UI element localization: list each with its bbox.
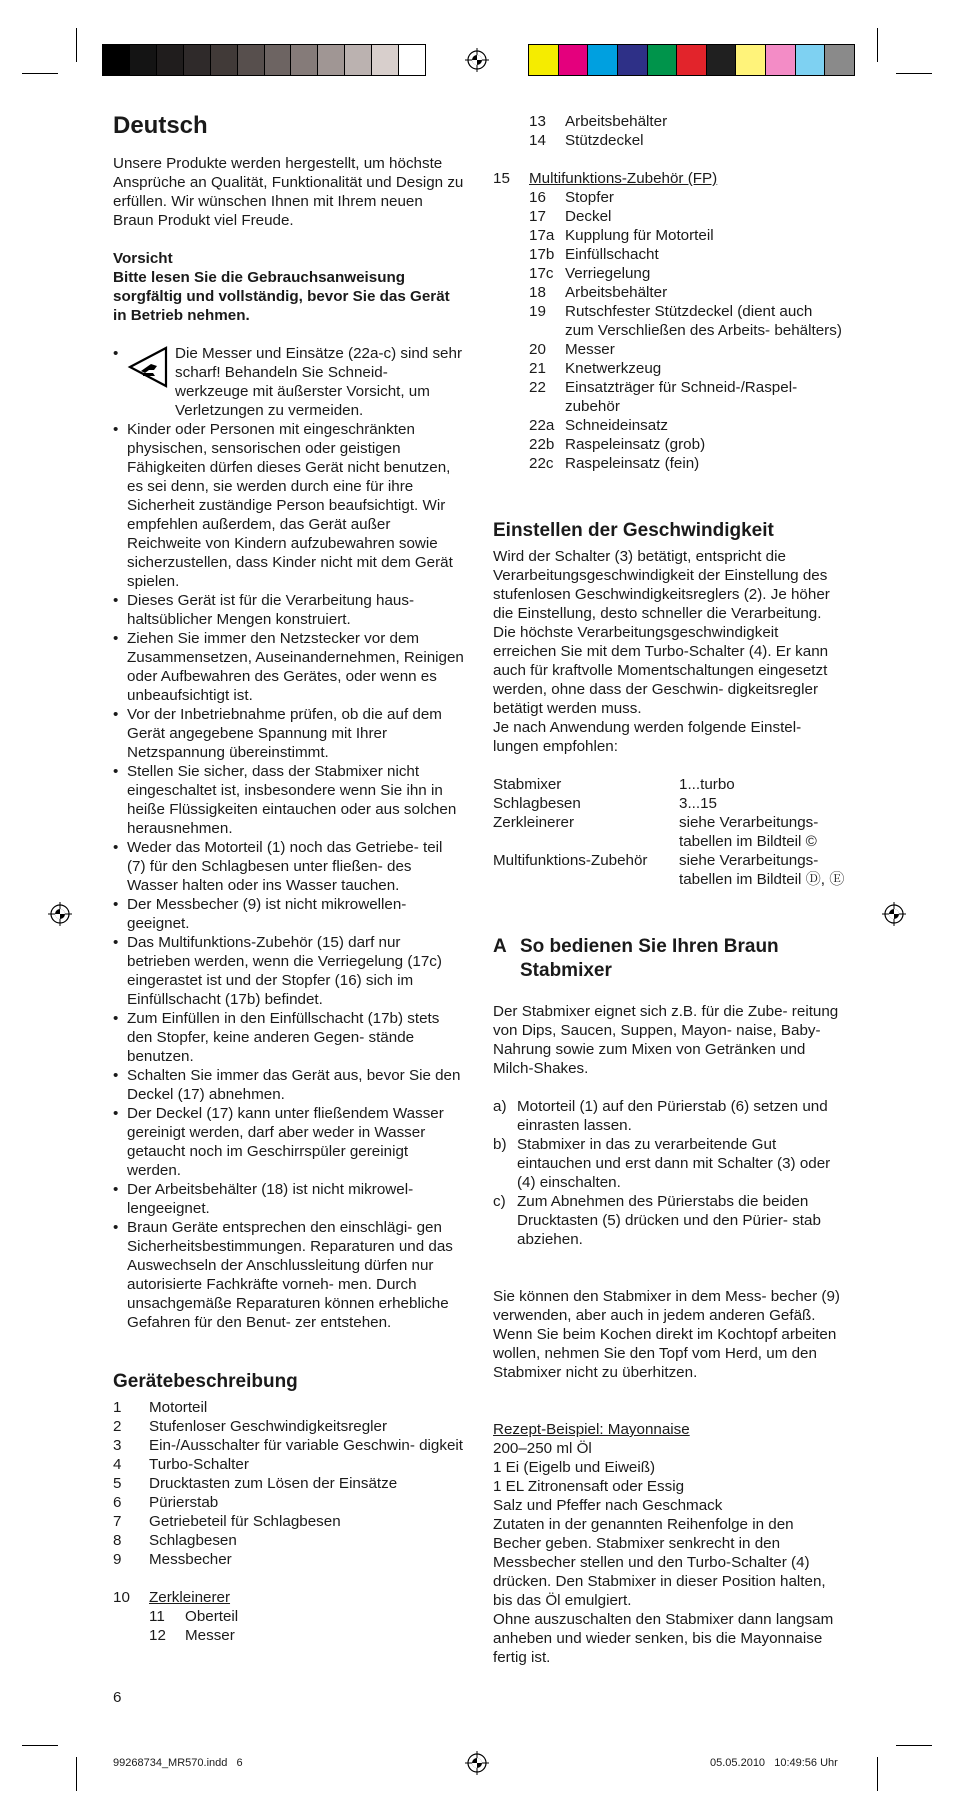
list-item: • Ziehen Sie immer den Netzstecker vor dem Zusammensetzen, Auseinandernehmen, Reinigen oder Aufbewahren des Gerätes, oder wenn es unbeaufsichtigt ist.: [113, 629, 465, 705]
item-label: Stützdeckel: [565, 132, 644, 149]
calibration-swatch: [618, 45, 648, 75]
item-label: Einsatzträger für Schneid-/Raspel- zubehör: [565, 379, 798, 415]
chopper-label: Zerkleinerer: [149, 1589, 231, 1606]
list-item: [529, 283, 845, 302]
speed-paragraph: Wird der Schalter (3) betätigt, entspricht die Verarbeitungsgeschwindigkeit der Einstellung des stufenlosen Geschwindigkeitsreglers (2). Je höher die Einstellung, desto schneller die Verarbeitung.: [493, 548, 830, 622]
ingredient-line: 1 Ei (Eigelb und Eiweiß): [493, 1459, 656, 1476]
item-label: Schneideinsatz: [565, 417, 669, 434]
list-item: [113, 1550, 465, 1569]
item-number: 18: [529, 284, 546, 301]
list-item: • Der Messbecher (9) ist nicht mikrowellen- geeignet.: [113, 895, 465, 933]
item-label: Turbo-Schalter: [149, 1456, 249, 1473]
chopper-parts-list-continued: [493, 112, 845, 150]
list-item: [493, 1135, 845, 1192]
item-number: 9: [113, 1551, 122, 1568]
registration-mark-icon: [882, 902, 906, 926]
safety-bullets: [113, 420, 465, 1332]
calibration-swatch: [736, 45, 766, 75]
item-number: 21: [529, 360, 546, 377]
chopper-parts-list: [113, 1607, 465, 1645]
item-label: Rutschfester Stützdeckel (dient auch zum Verschließen des Arbeits- behälters): [565, 303, 842, 339]
calibration-swatch: [766, 45, 796, 75]
left-column: [113, 112, 465, 1645]
list-item: [529, 188, 845, 207]
list-item: [493, 1192, 845, 1249]
recipe-instructions: Zutaten in der genannten Reihenfolge in den Becher geben. Stabmixer senkrecht in den Messbecher stellen und den Turbo-Schalter (4) drücken. Den Stabmixer in dieser Position halten, bis das Öl emulgiert.: [493, 1516, 826, 1609]
list-item: [529, 416, 845, 435]
sharp-blade-warning-icon: [127, 346, 169, 388]
speed-settings-table: [493, 775, 845, 889]
section-title-speed: Einstellen der Geschwindigkeit: [493, 520, 774, 541]
grayscale-calibration-strip: [102, 44, 426, 76]
list-item: • Dieses Gerät ist für die Verarbeitung haus- haltsüblicher Mengen konstruiert.: [113, 591, 465, 629]
calibration-swatch: [529, 45, 559, 75]
list-item: [113, 344, 465, 420]
step-letter: a): [493, 1098, 507, 1115]
list-item: [113, 1455, 465, 1474]
list-item: • Zum Einfüllen in den Einfüllschacht (17b) stets den Stopfer, keine anderen Gegen- stände benutzen.: [113, 1009, 465, 1066]
list-item: • Stellen Sie sicher, dass der Stabmixer nicht eingeschaltet ist, insbesondere wenn Sie ihn in heiße Flüssigkeiten eintauchen oder aus solchen herausnehmen.: [113, 762, 465, 838]
operation-intro: Der Stabmixer eignet sich z.B. für die Zube- reitung von Dips, Saucen, Suppen, Mayon- naise, Baby-Nahrung sowie zum Mixen von Getränken und Milch-Shakes.: [493, 1003, 839, 1077]
item-number: 22b: [529, 436, 555, 453]
list-item: • Schalten Sie immer das Gerät aus, bevor Sie den Deckel (17) abnehmen.: [113, 1066, 465, 1104]
calibration-swatch: [677, 45, 707, 75]
list-item: [149, 1607, 465, 1626]
item-number: 22a: [529, 417, 555, 434]
list-item: [493, 1097, 845, 1135]
list-item: [529, 359, 845, 378]
item-label: Verriegelung: [565, 265, 651, 282]
item-number: 2: [113, 1418, 122, 1435]
list-item: • Der Arbeitsbehälter (18) ist nicht mikrowel- lengeeignet.: [113, 1180, 465, 1218]
item-label: Pürierstab: [149, 1494, 219, 1511]
item-number: 22c: [529, 455, 554, 472]
calibration-swatch: [588, 45, 618, 75]
recipe-title: Rezept-Beispiel: Mayonnaise: [493, 1421, 690, 1438]
list-item: [529, 112, 845, 131]
step-letter: c): [493, 1193, 506, 1210]
recipe-instructions: Ohne auszuschalten den Stabmixer dann langsam anheben und wieder senken, bis die Mayonnaise fertig ist.: [493, 1611, 834, 1666]
device-parts-list: [113, 1398, 465, 1569]
item-number: 11: [149, 1608, 165, 1625]
item-number: 3: [113, 1437, 122, 1454]
item-number: 19: [529, 303, 546, 320]
item-number: 6: [113, 1494, 122, 1511]
item-label: Stufenloser Geschwindigkeitsregler: [149, 1418, 388, 1435]
step-text: Stabmixer in das zu verarbeitende Gut eintauchen und erst dann mit Schalter (3) oder (4) einschalten.: [517, 1136, 831, 1191]
registration-mark-icon: [465, 48, 489, 72]
list-item: • Vor der Inbetriebnahme prüfen, ob die auf dem Gerät angegebene Spannung mit Ihrer Netzspannung übereinstimmt.: [113, 705, 465, 762]
item-label: Arbeitsbehälter: [565, 284, 668, 301]
list-item: [113, 1531, 465, 1550]
calibration-swatch: [318, 45, 345, 75]
calibration-swatch: [103, 45, 130, 75]
footer-timestamp: 05.05.2010 10:49:56 Uhr: [710, 1757, 838, 1769]
list-item: • Der Deckel (17) kann unter fließendem Wasser gereinigt werden, darf aber weder in Wasser getaucht noch im Geschirrspüler gereinigt werden.: [113, 1104, 465, 1180]
table-row: [493, 851, 845, 889]
item-number: 13: [529, 113, 546, 130]
item-number: 12: [149, 1627, 166, 1644]
calibration-swatch: [291, 45, 318, 75]
item-number: 5: [113, 1475, 122, 1492]
intro-paragraph: Unsere Produkte werden hergestellt, um höchste Ansprüche an Qualität, Funktionalität und Design zu erfüllen. Wir wünschen Ihnen mit Ihrem neuen Braun Produkt viel Freude.: [113, 155, 464, 229]
multifunction-accessory-label: Multifunktions-Zubehör (FP): [529, 170, 718, 187]
list-item: [529, 226, 845, 245]
caution-heading: Vorsicht: [113, 250, 173, 267]
item-number: 17: [529, 208, 546, 225]
item-number: 7: [113, 1513, 122, 1530]
registration-mark-icon: [465, 1751, 489, 1775]
ingredient-line: 200–250 ml Öl: [493, 1440, 592, 1457]
color-calibration-strip: [528, 44, 855, 76]
section-title-operation: A So bedienen Sie Ihren Braun Stabmixer: [493, 936, 779, 981]
list-item: • Weder das Motorteil (1) noch das Getriebe- teil (7) für den Schlagbesen unter fließen- des Wasser halten oder ins Wasser tauchen.: [113, 838, 465, 895]
right-column: [493, 112, 845, 1667]
item-label: Knetwerkzeug: [565, 360, 662, 377]
list-item: [113, 1493, 465, 1512]
page-number: 6: [113, 1689, 122, 1706]
item-number: 1: [113, 1399, 122, 1416]
setting-tool: Multifunktions-Zubehör: [493, 852, 648, 869]
list-item: • Braun Geräte entsprechen den einschlägi- gen Sicherheitsbestimmungen. Reparaturen und das Auswechseln der Anschlussleitung dürfen nur autorisierte Fachkräfte vorneh- men. Durch unsachgemäße Reparaturen können erhebliche Gefahren für den Benut- zer entstehen.: [113, 1218, 465, 1332]
ingredient-line: 1 EL Zitronensaft oder Essig: [493, 1478, 685, 1495]
list-item: [529, 245, 845, 264]
step-text: Motorteil (1) auf den Pürierstab (6) setzen und einrasten lassen.: [517, 1098, 828, 1134]
calibration-swatch: [130, 45, 157, 75]
table-row: [493, 813, 845, 851]
item-label: Ein-/Ausschalter für variable Geschwin- digkeit: [149, 1437, 464, 1454]
list-item: 10 Zerkleinerer: [113, 1588, 465, 1607]
list-item: • Das Multifunktions-Zubehör (15) darf nur betrieben werden, wenn die Verriegelung (17c) eingerastet ist und der Stopfer (16) sich im Einfüllschacht (17b) befindet.: [113, 933, 465, 1009]
item-label: Schlagbesen: [149, 1532, 237, 1549]
item-label: Motorteil: [149, 1399, 208, 1416]
step-letter: b): [493, 1136, 507, 1153]
calibration-swatch: [559, 45, 589, 75]
list-item: [113, 1398, 465, 1417]
calibration-swatch: [157, 45, 184, 75]
list-item: [529, 454, 845, 473]
calibration-swatch: [211, 45, 238, 75]
list-item: [529, 207, 845, 226]
list-item: • Kinder oder Personen mit eingeschränkten physischen, sensorischen oder geistigen Fähigkeiten dürfen dieses Gerät nicht benutzen, es sei denn, sie werden durch eine für ihre Sicherheit zuständige Person beaufsichtigt. Wir empfehlen außerdem, das Gerät außer Reichweite von Kindern aufzubewahren sowie sicherzustellen, dass Kinder nicht mit dem Gerät spielen.: [113, 420, 465, 591]
item-label: Einfüllschacht: [565, 246, 659, 263]
multifunction-parts-list: [493, 188, 845, 473]
section-title-device-description: Gerätebeschreibung: [113, 1371, 298, 1392]
list-item: [529, 264, 845, 283]
calibration-swatch: [796, 45, 826, 75]
setting-value: 1...turbo: [679, 776, 735, 793]
calibration-swatch: [648, 45, 678, 75]
beaker-paragraph: Sie können den Stabmixer in dem Mess- becher (9) verwenden, aber auch in jedem anderen Gefäß. Wenn Sie beim Kochen direkt im Kochtopf arbeiten wollen, nehmen Sie den Topf vom Herd, um den Stabmixer nicht zu überhitzen.: [493, 1288, 840, 1381]
setting-tool: Stabmixer: [493, 776, 562, 793]
table-row: [493, 794, 845, 813]
setting-value: siehe Verarbeitungs- tabellen im Bildteil ©: [679, 814, 819, 850]
calibration-swatch: [825, 45, 854, 75]
speed-paragraph: Je nach Anwendung werden folgende Einstel- lungen empfohlen:: [493, 719, 802, 755]
list-item: [113, 1417, 465, 1436]
calibration-swatch: [345, 45, 372, 75]
speed-paragraph: Die höchste Verarbeitungsgeschwindigkeit erreichen Sie mit dem Turbo-Schalter (4). Er kann auch für kraftvolle Momentschaltungen eingesetzt werden, ohne dass der Geschwin- digkeitsregler betätigt werden muss.: [493, 624, 829, 717]
item-label: Getriebeteil für Schlagbesen: [149, 1513, 341, 1530]
item-label: Kupplung für Motorteil: [565, 227, 714, 244]
list-item: [529, 302, 845, 340]
registration-mark-icon: [48, 902, 72, 926]
ingredient-line: Salz und Pfeffer nach Geschmack: [493, 1497, 723, 1514]
item-number: 4: [113, 1456, 122, 1473]
item-label: Messer: [185, 1627, 235, 1644]
item-label: Raspeleinsatz (fein): [565, 455, 700, 472]
recipe-ingredients: [493, 1439, 845, 1515]
table-row: [493, 775, 845, 794]
calibration-swatch: [238, 45, 265, 75]
list-item: [529, 340, 845, 359]
item-number: 17c: [529, 265, 554, 282]
list-item: [529, 435, 845, 454]
item-number: 14: [529, 132, 546, 149]
list-item: [529, 131, 845, 150]
calibration-swatch: [372, 45, 399, 75]
list-item: [113, 1512, 465, 1531]
setting-tool: Zerkleinerer: [493, 814, 575, 831]
item-number: 22: [529, 379, 546, 396]
calibration-swatch: [707, 45, 737, 75]
calibration-swatch: [399, 45, 425, 75]
item-number: 20: [529, 341, 546, 358]
setting-value: siehe Verarbeitungs- tabellen im Bildteil Ⓓ, Ⓔ: [679, 852, 845, 888]
caution-text: Bitte lesen Sie die Gebrauchsanweisung sorgfältig und vollständig, bevor Sie das Gerät in Betrieb nehmen.: [113, 269, 450, 324]
item-label: Oberteil: [185, 1608, 239, 1625]
item-label: Drucktasten zum Lösen der Einsätze: [149, 1475, 398, 1492]
item-label: Arbeitsbehälter: [565, 113, 668, 130]
item-number: 16: [529, 189, 546, 206]
operation-steps: [493, 1097, 845, 1249]
setting-tool: Schlagbesen: [493, 795, 581, 812]
list-item: [149, 1626, 465, 1645]
list-item: 15 Multifunktions-Zubehör (FP): [493, 169, 845, 188]
footer-file-info: 99268734_MR570.indd 6: [113, 1757, 243, 1769]
page-title: Deutsch: [113, 112, 208, 139]
calibration-swatch: [265, 45, 292, 75]
item-label: Raspeleinsatz (grob): [565, 436, 706, 453]
item-label: Stopfer: [565, 189, 614, 206]
list-item: [113, 1436, 465, 1455]
list-item: [529, 378, 845, 416]
item-label: Messer: [565, 341, 615, 358]
item-number: 17b: [529, 246, 555, 263]
safety-list: [113, 344, 465, 420]
item-label: Messbecher: [149, 1551, 232, 1568]
calibration-swatch: [184, 45, 211, 75]
setting-value: 3...15: [679, 795, 717, 812]
list-item: [113, 1474, 465, 1493]
warning-text: • Die Messer und Einsätze (22a-c) sind sehr scharf! Behandeln Sie Schneid- werkzeuge mit äußerster Vorsicht, um Verletzungen zu vermeiden.: [175, 345, 462, 419]
item-label: Deckel: [565, 208, 612, 225]
item-number: 8: [113, 1532, 122, 1549]
step-text: Zum Abnehmen des Pürierstabs die beiden Drucktasten (5) drücken und den Pürier- stab abziehen.: [517, 1193, 821, 1248]
item-number: 17a: [529, 227, 555, 244]
